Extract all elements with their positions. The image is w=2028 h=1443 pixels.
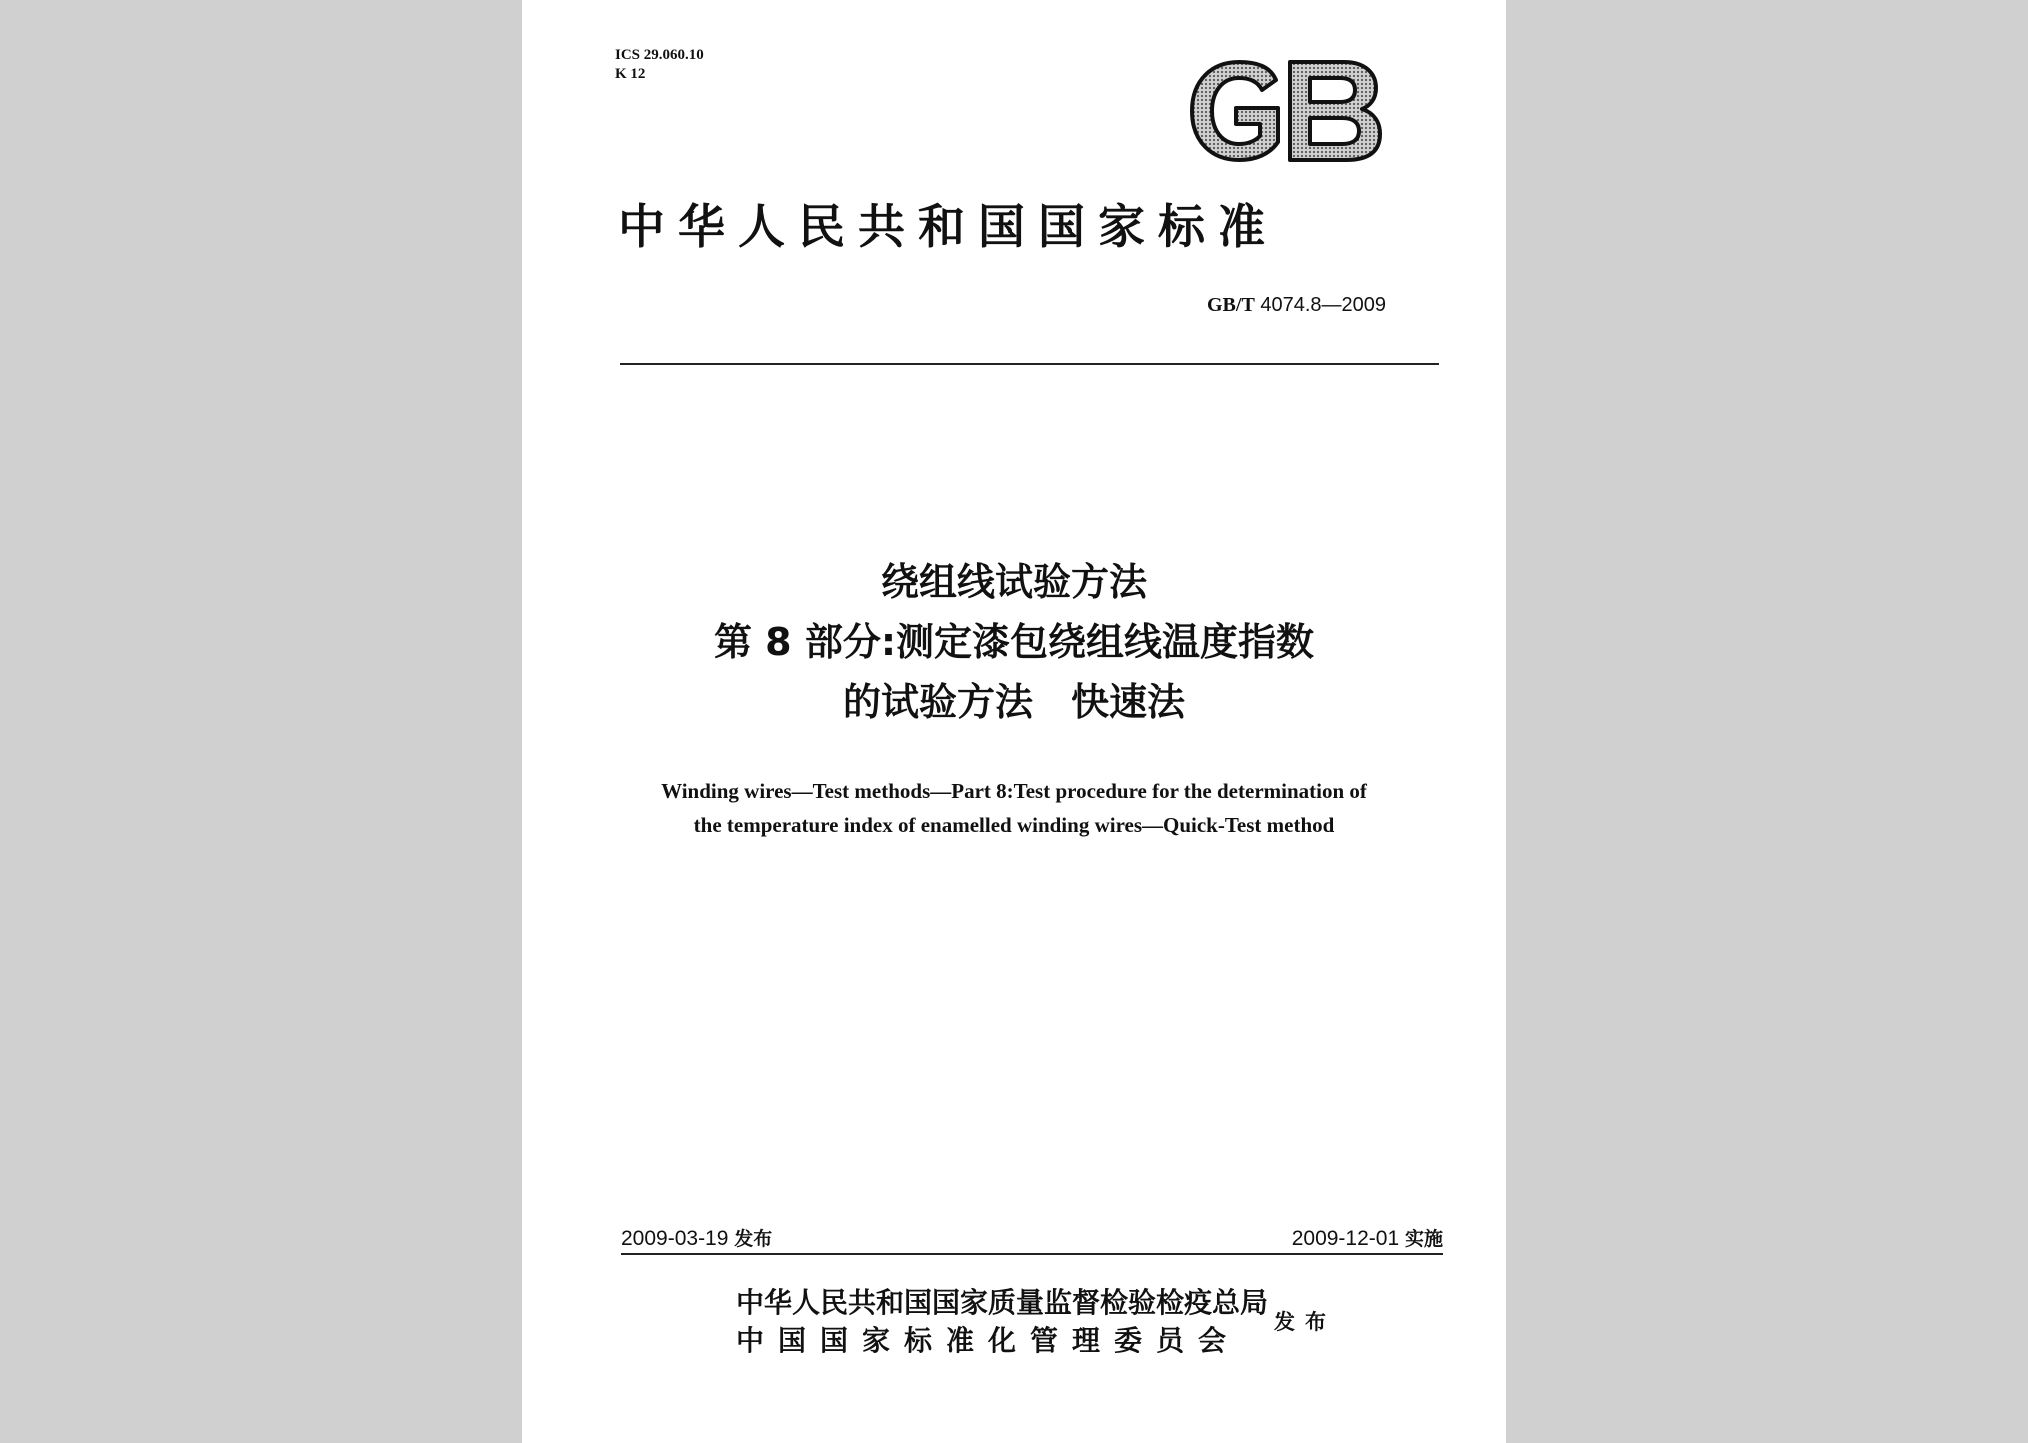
chinese-title-line-1: 绕组线试验方法 <box>880 560 1147 604</box>
standard-number <box>1207 294 1386 317</box>
header-divider <box>620 363 1439 365</box>
english-title <box>522 774 1506 842</box>
issue-date <box>621 1224 772 1251</box>
issuer-aqsiq: 中华人民共和国国家质量监督检验检疫总局 <box>736 1286 1269 1319</box>
publish-label: 发布 <box>1274 1310 1336 1334</box>
ics-code: ICS 29.060.10 <box>615 47 704 63</box>
footer-divider <box>621 1253 1443 1255</box>
issuing-authorities <box>736 1284 1268 1360</box>
standard-number-prefix: GB/T <box>1207 294 1255 316</box>
english-title-line-2: the temperature index of enamelled winding wires—Quick-Test method <box>693 813 1335 837</box>
implement-date-value: 2009-12-01 <box>1291 1227 1400 1250</box>
issue-word: 发布 <box>734 1228 773 1250</box>
chinese-title-line-2: 第 8 部分:测定漆包绕组线温度指数 <box>713 620 1315 664</box>
implement-date <box>1292 1224 1443 1251</box>
document-page <box>522 0 1506 1443</box>
chinese-title-line-3: 的试验方法 快速法 <box>842 680 1185 724</box>
category-code: K 12 <box>615 66 646 82</box>
issuer-sac: 中国国家标准化管理委员会 <box>736 1324 1241 1357</box>
gb-logo <box>1184 58 1384 164</box>
issue-date-value: 2009-03-19 <box>621 1227 729 1250</box>
classification-codes <box>615 46 704 84</box>
standard-type-title: 中华人民共和国国家标准 <box>618 200 1278 255</box>
chinese-title <box>522 552 1506 732</box>
standard-number-value: 4074.8—2009 <box>1260 294 1387 316</box>
gb-logo-text: GB <box>1184 58 1186 59</box>
implement-word: 实施 <box>1404 1228 1443 1250</box>
dates-row <box>621 1224 1443 1251</box>
english-title-line-1: Winding wires—Test methods—Part 8:Test procedure for the determination of <box>661 779 1367 803</box>
